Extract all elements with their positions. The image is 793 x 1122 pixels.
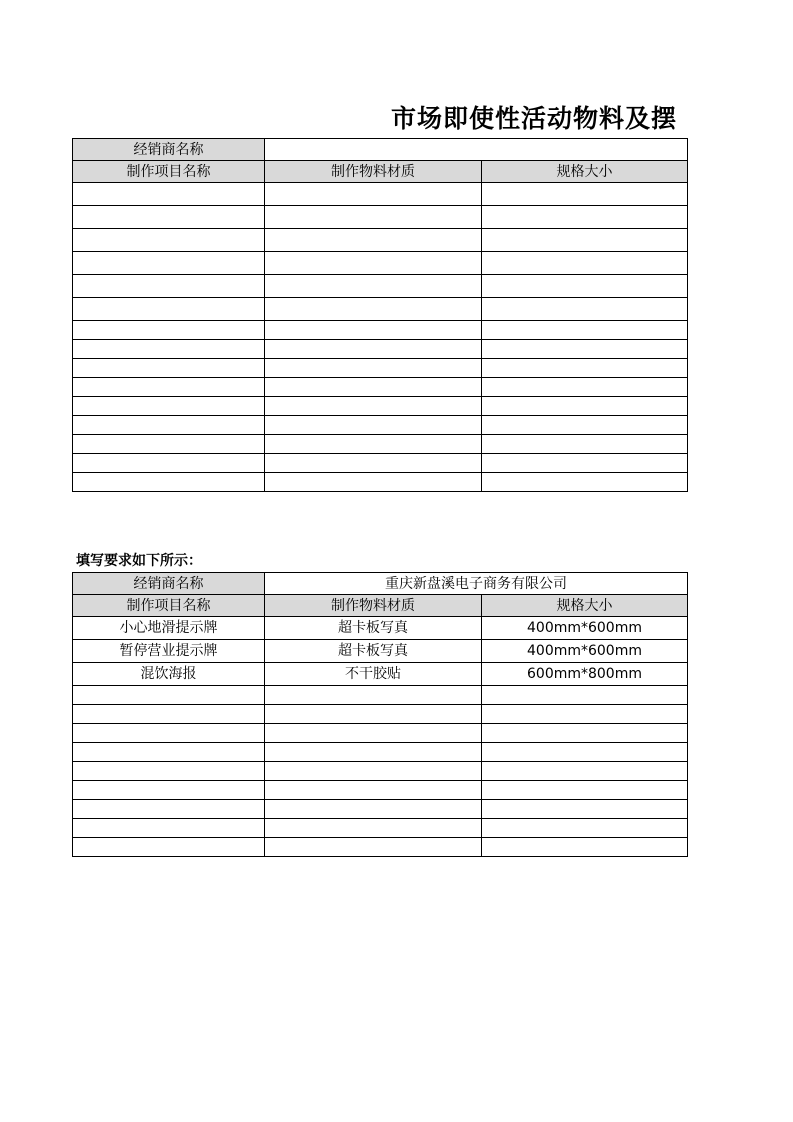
table-row xyxy=(73,397,688,416)
table-cell[interactable] xyxy=(73,743,265,762)
table-row xyxy=(73,378,688,397)
table-cell[interactable] xyxy=(73,359,265,378)
table-row xyxy=(73,206,688,229)
table-row xyxy=(73,183,688,206)
example-dealer-row xyxy=(73,573,688,595)
example-column-header-size: 规格大小 xyxy=(482,595,688,617)
table-cell[interactable]: 600mm*800mm xyxy=(482,663,688,686)
table-cell[interactable] xyxy=(482,229,688,252)
table-cell[interactable] xyxy=(265,229,482,252)
page-title-area xyxy=(73,96,687,138)
table-cell[interactable] xyxy=(265,762,482,781)
table-cell[interactable]: 混饮海报 xyxy=(73,663,265,686)
table-cell[interactable] xyxy=(73,229,265,252)
table-cell[interactable] xyxy=(73,800,265,819)
table-cell[interactable] xyxy=(482,454,688,473)
table-cell[interactable] xyxy=(482,206,688,229)
table-cell[interactable] xyxy=(73,473,265,492)
table-cell[interactable] xyxy=(265,206,482,229)
table-cell[interactable] xyxy=(265,275,482,298)
table-cell[interactable]: 不干胶贴 xyxy=(265,663,482,686)
table-cell[interactable] xyxy=(73,435,265,454)
table-row xyxy=(73,321,688,340)
table-row xyxy=(73,252,688,275)
column-header-material: 制作物料材质 xyxy=(265,161,482,183)
table-cell[interactable] xyxy=(73,416,265,435)
table-row xyxy=(73,819,688,838)
dealer-label-cell: 经销商名称 xyxy=(73,139,265,161)
header-row xyxy=(73,161,688,183)
table-cell[interactable] xyxy=(265,416,482,435)
table-cell[interactable] xyxy=(73,206,265,229)
table-row xyxy=(73,454,688,473)
table-cell[interactable]: 超卡板写真 xyxy=(265,617,482,640)
table-cell[interactable] xyxy=(265,743,482,762)
table-cell[interactable] xyxy=(73,686,265,705)
table-cell[interactable]: 小心地滑提示牌 xyxy=(73,617,265,640)
table-row xyxy=(73,781,688,800)
table-cell[interactable] xyxy=(265,800,482,819)
table-cell[interactable] xyxy=(73,819,265,838)
table-cell[interactable] xyxy=(482,275,688,298)
table-cell[interactable] xyxy=(482,819,688,838)
table-cell[interactable] xyxy=(73,183,265,206)
table-cell[interactable] xyxy=(73,781,265,800)
table-cell[interactable] xyxy=(482,340,688,359)
table-cell[interactable] xyxy=(265,819,482,838)
table-cell[interactable]: 暂停营业提示牌 xyxy=(73,640,265,663)
table-cell[interactable] xyxy=(73,705,265,724)
table-cell[interactable] xyxy=(265,321,482,340)
table-cell[interactable] xyxy=(73,340,265,359)
table-cell[interactable] xyxy=(265,454,482,473)
fill-instructions-heading: 填写要求如下所示： xyxy=(76,553,202,569)
table-cell[interactable] xyxy=(482,298,688,321)
table-row xyxy=(73,686,688,705)
table-cell[interactable] xyxy=(265,705,482,724)
table-row xyxy=(73,435,688,454)
table-cell[interactable] xyxy=(73,275,265,298)
example-column-header-item-name: 制作项目名称 xyxy=(73,595,265,617)
form-table xyxy=(72,138,688,492)
table-cell[interactable] xyxy=(265,252,482,275)
table-row xyxy=(73,724,688,743)
table-row xyxy=(73,340,688,359)
table-cell[interactable] xyxy=(265,359,482,378)
table-row xyxy=(73,275,688,298)
table-cell[interactable] xyxy=(265,781,482,800)
table-cell[interactable] xyxy=(482,724,688,743)
table-cell[interactable] xyxy=(482,397,688,416)
table-cell[interactable] xyxy=(265,378,482,397)
table-cell[interactable] xyxy=(482,183,688,206)
example-table xyxy=(72,572,688,857)
table-row xyxy=(73,473,688,492)
table-cell[interactable] xyxy=(73,454,265,473)
table-row xyxy=(73,705,688,724)
table-cell[interactable] xyxy=(482,473,688,492)
table-cell[interactable] xyxy=(73,762,265,781)
table-cell[interactable] xyxy=(73,252,265,275)
example-dealer-label-cell: 经销商名称 xyxy=(73,573,265,595)
example-column-header-material: 制作物料材质 xyxy=(265,595,482,617)
table-cell[interactable] xyxy=(482,743,688,762)
table-cell[interactable] xyxy=(265,686,482,705)
table-cell[interactable]: 400mm*600mm xyxy=(482,617,688,640)
table-cell[interactable] xyxy=(265,397,482,416)
table-cell[interactable] xyxy=(265,183,482,206)
table-row xyxy=(73,838,688,857)
table-cell[interactable] xyxy=(73,838,265,857)
page-title: 市场即使性活动物料及摆 xyxy=(391,104,678,133)
table-row xyxy=(73,298,688,321)
table-cell[interactable] xyxy=(482,762,688,781)
table-row xyxy=(73,663,688,686)
table-cell[interactable] xyxy=(73,298,265,321)
table-cell[interactable] xyxy=(265,298,482,321)
table-cell[interactable] xyxy=(482,705,688,724)
column-header-size: 规格大小 xyxy=(482,161,688,183)
table-row xyxy=(73,229,688,252)
column-header-item-name: 制作项目名称 xyxy=(73,161,265,183)
example-header-row xyxy=(73,595,688,617)
dealer-name-input[interactable] xyxy=(265,139,688,161)
table-cell[interactable] xyxy=(73,378,265,397)
table-cell[interactable] xyxy=(73,397,265,416)
table-row xyxy=(73,800,688,819)
table-cell[interactable] xyxy=(265,473,482,492)
table-row xyxy=(73,640,688,663)
table-cell[interactable] xyxy=(265,435,482,454)
table-cell[interactable] xyxy=(265,340,482,359)
table-row xyxy=(73,743,688,762)
table-cell[interactable] xyxy=(73,321,265,340)
table-cell[interactable] xyxy=(482,252,688,275)
table-cell[interactable] xyxy=(265,724,482,743)
table-row xyxy=(73,762,688,781)
table-cell[interactable] xyxy=(265,838,482,857)
table-cell[interactable] xyxy=(482,781,688,800)
table-cell[interactable] xyxy=(482,435,688,454)
dealer-row xyxy=(73,139,688,161)
table-cell[interactable] xyxy=(482,416,688,435)
table-cell[interactable]: 400mm*600mm xyxy=(482,640,688,663)
table-cell[interactable] xyxy=(482,686,688,705)
table-cell[interactable] xyxy=(482,378,688,397)
table-cell[interactable] xyxy=(73,724,265,743)
example-dealer-name-cell[interactable]: 重庆新盘溪电子商务有限公司 xyxy=(265,573,688,595)
table-cell[interactable]: 超卡板写真 xyxy=(265,640,482,663)
table-row xyxy=(73,416,688,435)
table-cell[interactable] xyxy=(482,800,688,819)
table-cell[interactable] xyxy=(482,321,688,340)
table-cell[interactable] xyxy=(482,359,688,378)
table-row xyxy=(73,617,688,640)
table-row xyxy=(73,359,688,378)
table-cell[interactable] xyxy=(482,838,688,857)
